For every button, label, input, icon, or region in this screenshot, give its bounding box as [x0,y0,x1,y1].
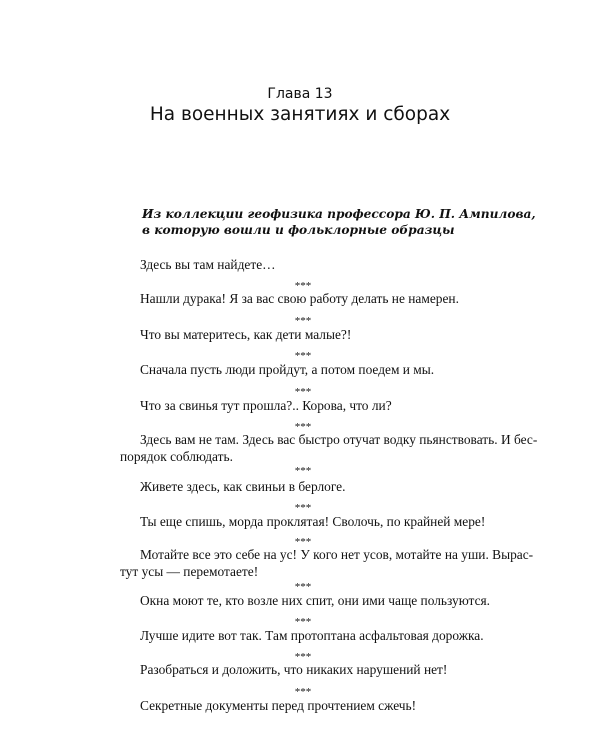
section-separator: *** [294,280,312,292]
quote-entry [120,431,538,465]
quote-line: Лучше идите вот так. Там протоптана асфальтовая дорожка. [140,628,484,643]
quote-line: Окна моют те, кто возле них спит, они ими чаще пользуются. [140,593,491,608]
quote-line: Ты еще спишь, морда проклятая! Сволочь, по крайней мере! [140,514,486,529]
quote-line: Здесь вам не там. Здесь вас быстро отучат водку пьянствовать. И бес- [140,432,538,447]
quote-entry [120,546,534,580]
quote-entry [120,361,486,378]
epigraph-line: Из коллекции геофизика профессора Ю. П. Ампилова, [142,207,536,221]
quote-line: Живете здесь, как свиньи в берлоге. [140,479,346,494]
chapter-number: Глава 13 [267,86,333,102]
quote-line: Что вы материтесь, как дети малые?! [140,327,352,342]
quote-line: Секретные документы перед прочтением сжечь! [140,698,417,713]
section-separator: *** [294,686,312,698]
quote-line: Разобраться и доложить, что никаких нарушений нет! [140,662,448,677]
quote-line: Нашли дурака! Я за вас свою работу делать не намерен. [140,291,459,306]
quote-line: Мотайте все это себе на ус! У кого нет усов, мотайте на уши. Вырас- [140,547,534,562]
quote-entry [120,661,486,678]
section-separator: *** [294,536,312,548]
quote-entry [120,290,486,307]
section-separator: *** [294,616,312,628]
quote-line: Сначала пусть люди пройдут, а потом поедем и мы. [140,362,435,377]
quote-entry [120,627,486,644]
section-separator: *** [294,651,312,663]
section-separator: *** [294,502,312,514]
quote-entry [120,326,486,343]
quote-entry [120,256,486,273]
quote-line: Здесь вы там найдете… [140,257,276,272]
quote-line: Что за свинья тут прошла?.. Корова, что ли? [140,398,392,413]
section-separator: *** [294,386,312,398]
epigraph-line: в которую вошли и фольклорные образцы [142,223,455,237]
quote-line: порядок соблюдать. [120,449,233,464]
chapter-title: На военных занятиях и сборах [149,104,451,125]
epigraph [142,206,536,238]
section-separator: *** [294,315,312,327]
quote-entry [120,478,486,495]
section-separator: *** [294,581,312,593]
section-separator: *** [294,421,312,433]
quote-entry [120,697,486,714]
section-separator: *** [294,350,312,362]
quote-entry [120,592,491,609]
quote-entry [120,513,486,530]
quote-line: тут усы — перемотаете! [120,564,259,579]
section-separator: *** [294,465,312,477]
quote-entry [120,397,486,414]
